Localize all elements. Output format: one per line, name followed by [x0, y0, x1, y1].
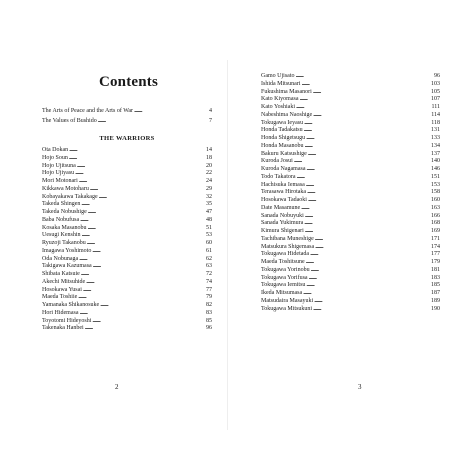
dot-leader	[77, 163, 205, 171]
toc-entry	[42, 294, 212, 302]
toc-entry-name: Hosokawa Tadaoki	[261, 197, 307, 203]
toc-entry	[261, 197, 440, 205]
toc-entry	[42, 209, 212, 217]
toc-entry	[261, 298, 440, 306]
toc-entry	[261, 259, 440, 267]
dot-leader	[306, 282, 430, 290]
toc-entry	[261, 104, 440, 112]
toc-entry-name: Takeda Nobushige	[42, 209, 87, 215]
toc-entry-name: The Arts of Peace and the Arts of War	[42, 108, 134, 114]
toc-entry	[261, 244, 440, 252]
dot-leader	[306, 166, 430, 174]
toc-entry	[42, 170, 212, 178]
toc-entry-name: Hosokawa Yusai	[42, 286, 82, 293]
dot-leader	[69, 147, 205, 155]
dot-leader	[83, 287, 205, 295]
toc-entry-name: Hori Hidemasa	[42, 309, 79, 316]
toc-entry-name: Honda Tadakatsu	[261, 127, 303, 134]
toc-entry-name: Ryuzoji Takanobu	[42, 240, 86, 246]
toc-entry	[42, 186, 212, 194]
toc-entry-page: 77	[206, 286, 212, 293]
dot-leader	[81, 271, 205, 279]
toc-entry	[261, 236, 440, 244]
toc-entry-name: Ota Dokan	[42, 147, 69, 153]
dot-leader	[304, 220, 430, 228]
dot-leader	[92, 318, 205, 326]
dot-leader	[306, 135, 430, 143]
dot-leader	[98, 117, 208, 127]
toc-entry	[261, 189, 440, 197]
page-number-left: 2	[115, 383, 119, 391]
toc-entry-name: Sanada Yukimura	[261, 220, 304, 227]
toc-entry-page: 24	[206, 178, 212, 184]
toc-entry-name: Kuroda Josui	[261, 158, 293, 165]
toc-entry-name: Yamanaka Shikanosuke	[42, 302, 100, 308]
dot-leader	[310, 251, 430, 259]
toc-entry	[261, 89, 440, 97]
dot-leader	[313, 89, 430, 97]
toc-entry-page: 83	[206, 309, 212, 316]
toc-entry-page: 51	[206, 224, 212, 231]
toc-entry	[261, 275, 440, 283]
dot-leader	[99, 194, 205, 202]
warriors-list-right	[261, 73, 440, 313]
dot-leader	[80, 217, 205, 225]
toc-entry-page: 177	[431, 251, 440, 258]
dot-leader	[301, 205, 430, 213]
toc-entry	[42, 107, 212, 117]
toc-entry-name: Tokugawa Yorifusa	[261, 274, 308, 281]
toc-entry	[261, 158, 440, 166]
toc-entry-name: Kikkawa Motoharu	[42, 185, 89, 192]
toc-entry-page: 118	[431, 119, 440, 126]
toc-entry	[261, 306, 440, 314]
toc-entry-page: 134	[431, 142, 440, 149]
toc-entry	[42, 248, 212, 256]
dot-leader	[80, 310, 206, 318]
toc-entry	[261, 251, 440, 259]
dot-leader	[305, 143, 431, 151]
dot-leader	[75, 170, 205, 178]
dot-leader	[303, 290, 430, 298]
page-number-right: 3	[358, 383, 362, 391]
toc-entry-name: Kato Yoshiaki	[261, 104, 296, 110]
toc-entry-name: Mori Motonari	[42, 178, 78, 184]
toc-entry	[261, 282, 440, 290]
dot-leader	[306, 259, 430, 267]
toc-entry-name: Bakuru Katsushige	[261, 150, 307, 157]
toc-entry	[261, 182, 440, 190]
dot-leader	[308, 151, 430, 159]
toc-entry	[42, 217, 212, 225]
toc-entry-page: 48	[206, 216, 212, 223]
dot-leader	[79, 256, 205, 264]
toc-entry-page: 190	[431, 305, 440, 312]
dot-leader	[305, 228, 430, 236]
dot-leader	[309, 275, 430, 283]
toc-entry-name: Terasawa Hirotaka	[261, 189, 307, 196]
dot-leader	[296, 73, 434, 81]
toc-entry	[261, 166, 440, 174]
toc-entry	[261, 127, 440, 135]
toc-entry-page: 20	[206, 162, 212, 169]
toc-entry-name: Matsukura Shigemasa	[261, 243, 315, 250]
dot-leader	[88, 225, 206, 233]
dot-leader	[79, 178, 205, 186]
toc-entry-page: 63	[206, 263, 212, 270]
toc-entry-name: Takeda Shingen	[42, 201, 81, 208]
toc-entry	[42, 163, 212, 171]
toc-entry-page: 151	[431, 173, 440, 180]
toc-entry-name: Tokugawa Yorinobu	[261, 266, 310, 273]
toc-entry	[261, 174, 440, 182]
toc-entry	[42, 256, 212, 264]
dot-leader	[313, 306, 430, 314]
toc-entry-page: 169	[431, 228, 440, 234]
toc-entry-page: 168	[431, 220, 440, 227]
dot-leader	[304, 127, 430, 135]
dot-leader	[88, 209, 205, 217]
toc-entry-name: Date Masamune	[261, 204, 301, 211]
toc-entry-name: Tokugawa Mitsukuni	[261, 305, 313, 312]
dot-leader	[313, 112, 430, 120]
toc-entry	[42, 271, 212, 279]
toc-entry-page: 166	[431, 212, 440, 219]
dot-leader	[87, 240, 205, 248]
toc-entry	[261, 228, 440, 236]
toc-entry-page: 189	[431, 297, 440, 304]
dot-leader	[311, 267, 430, 275]
toc-entry	[42, 318, 212, 326]
dot-leader	[314, 298, 430, 306]
toc-entry-page: 181	[431, 266, 440, 273]
section-heading: THE WARRIORS	[99, 135, 155, 142]
toc-entry-page: 183	[431, 274, 440, 281]
toc-entry-page: 114	[431, 111, 440, 118]
toc-entry-page: 140	[431, 158, 440, 165]
toc-entry-page: 107	[431, 96, 440, 103]
toc-entry	[42, 117, 212, 127]
toc-entry-name: Hojo Ujiyasu	[42, 170, 75, 177]
dot-leader	[78, 294, 205, 302]
dot-leader	[300, 96, 431, 104]
toc-entry-name: Todo Takatora	[261, 173, 296, 180]
toc-entry-name: Takenaka Hanbei	[42, 325, 84, 332]
toc-entry-page: 163	[431, 204, 440, 211]
toc-entry-page: 60	[206, 240, 212, 246]
toc-entry-name: Hojo Ujitsuna	[42, 162, 76, 169]
toc-entry-name: Toyotomi Hideyoshi	[42, 317, 92, 324]
toc-entry-name: The Values of Bushido	[42, 117, 97, 124]
dot-leader	[315, 244, 430, 252]
toc-entry	[261, 151, 440, 159]
toc-entry-page: 131	[431, 127, 440, 134]
toc-entry	[42, 279, 212, 287]
toc-entry-name: Akechi Mitsuhide	[42, 278, 86, 285]
dot-leader	[306, 182, 430, 190]
toc-entry	[261, 290, 440, 298]
toc-entry-name: Kimura Shigenari	[261, 228, 304, 234]
toc-entry	[42, 325, 212, 333]
dot-leader	[297, 174, 430, 182]
toc-entry-page: 96	[206, 325, 212, 332]
toc-entry-page: 174	[431, 243, 440, 250]
toc-entry-name: Honda Masanobu	[261, 142, 304, 149]
dot-leader	[294, 158, 430, 166]
toc-entry-page: 79	[206, 294, 212, 301]
toc-entry	[261, 205, 440, 213]
toc-entry-page: 61	[206, 247, 212, 254]
toc-entry-page: 47	[206, 209, 212, 215]
dot-leader	[81, 201, 205, 209]
toc-entry-name: Oda Nobunaga	[42, 255, 79, 262]
toc-entry-page: 103	[431, 80, 440, 87]
right-page	[228, 0, 456, 456]
toc-entry	[42, 155, 212, 163]
toc-entry-page: 82	[206, 302, 212, 308]
dot-leader	[85, 325, 205, 333]
toc-entry-page: 171	[431, 235, 440, 242]
toc-entry-name: Tokugawa Iemitsu	[261, 282, 306, 289]
toc-entry-page: 4	[209, 108, 212, 114]
toc-entry	[42, 225, 212, 233]
dot-leader	[304, 120, 430, 128]
toc-entry-page: 18	[206, 154, 212, 161]
dot-leader	[315, 236, 430, 244]
toc-entry-page: 96	[434, 73, 440, 79]
toc-entry-page: 185	[431, 282, 440, 289]
toc-entry-page: 14	[206, 147, 212, 153]
toc-entry	[261, 143, 440, 151]
toc-entry-name: Fukushima Masanori	[261, 88, 312, 95]
toc-entry	[42, 178, 212, 186]
toc-entry	[261, 135, 440, 143]
toc-entry-name: Kosaka Masanobu	[42, 224, 87, 231]
dot-leader	[90, 186, 205, 194]
toc-entry-page: 53	[206, 232, 212, 239]
toc-entry-page: 7	[209, 117, 212, 124]
toc-entry-name: Nabeshima Naoshige	[261, 111, 313, 118]
toc-entry-name: Tachibana Muneshige	[261, 235, 314, 242]
toc-entry-name: Hachisuka Iemasa	[261, 181, 305, 188]
toc-entry-page: 74	[206, 278, 212, 285]
toc-entry-page: 158	[431, 189, 440, 196]
toc-entry-page: 179	[431, 259, 440, 265]
toc-entry-page: 62	[206, 255, 212, 262]
toc-entry	[261, 267, 440, 275]
toc-entry-page: 22	[206, 170, 212, 177]
dot-leader	[82, 232, 206, 240]
toc-entry-name: Maeda Toshiie	[42, 294, 78, 301]
dot-leader	[100, 302, 205, 310]
toc-entry	[42, 302, 212, 310]
toc-entry	[42, 201, 212, 209]
toc-entry-name: Uesugi Kenshin	[42, 232, 81, 239]
toc-entry	[42, 263, 212, 271]
toc-entry-name: Tokugawa Hidetada	[261, 251, 310, 258]
toc-entry-name: Takigawa Kazumasa	[42, 263, 92, 270]
toc-entry	[42, 240, 212, 248]
toc-entry	[261, 213, 440, 221]
warriors-list-left	[42, 147, 212, 333]
toc-entry-name: Maeda Toshitsune	[261, 259, 305, 265]
toc-entry	[261, 112, 440, 120]
front-matter-list	[42, 107, 212, 126]
toc-entry	[261, 81, 440, 89]
toc-entry-name: Ikeda Mitsumasa	[261, 290, 303, 296]
toc-entry-name: Kuroda Nagamasa	[261, 166, 306, 172]
toc-entry-name: Kobayakawa Takakage	[42, 193, 98, 200]
toc-entry-page: 187	[431, 290, 440, 296]
dot-leader	[302, 81, 431, 89]
toc-entry-name: Baba Nobufusa	[42, 216, 80, 223]
toc-entry-name: Gamo Ujisato	[261, 73, 295, 79]
dot-leader	[92, 248, 205, 256]
toc-entry	[261, 73, 440, 81]
toc-entry-page: 133	[431, 135, 440, 141]
toc-entry	[42, 287, 212, 295]
toc-entry-page: 111	[431, 104, 440, 110]
toc-entry	[42, 310, 212, 318]
toc-entry-name: Imagawa Yoshimoto	[42, 247, 92, 254]
toc-entry-page: 35	[206, 201, 212, 208]
toc-entry-name: Kato Kiyomasa	[261, 96, 299, 103]
toc-entry	[261, 120, 440, 128]
toc-entry-name: Shibata Katsuie	[42, 271, 80, 277]
dot-leader	[86, 279, 205, 287]
toc-entry-name: Ishida Mitsunari	[261, 80, 301, 87]
toc-entry-name: Matsudaira Masayuki	[261, 297, 314, 304]
toc-entry	[42, 194, 212, 202]
toc-entry-name: Tokugawa Ieyasu	[261, 119, 304, 126]
toc-entry	[261, 220, 440, 228]
toc-entry-page: 85	[206, 317, 212, 324]
toc-entry	[261, 96, 440, 104]
dot-leader	[305, 213, 430, 221]
toc-entry-name: Sanada Nobuyuki	[261, 212, 304, 219]
toc-entry-name: Honda Shigetsugu	[261, 135, 306, 141]
toc-entry-page: 32	[206, 193, 212, 200]
dot-leader	[93, 263, 205, 271]
toc-entry-page: 72	[206, 271, 212, 277]
toc-entry-page: 153	[431, 181, 440, 188]
toc-entry-page: 146	[431, 166, 440, 172]
dot-leader	[307, 189, 430, 197]
toc-entry-page: 29	[206, 185, 212, 192]
dot-leader	[134, 107, 208, 117]
dot-leader	[308, 197, 430, 205]
dot-leader	[296, 104, 430, 112]
toc-entry-name: Hojo Soun	[42, 154, 68, 161]
toc-entry	[42, 147, 212, 155]
toc-entry	[42, 232, 212, 240]
toc-entry-page: 105	[431, 88, 440, 95]
page-title: Contents	[98, 74, 159, 90]
dot-leader	[69, 155, 205, 163]
toc-entry-page: 160	[431, 197, 440, 203]
toc-entry-page: 137	[431, 150, 440, 157]
